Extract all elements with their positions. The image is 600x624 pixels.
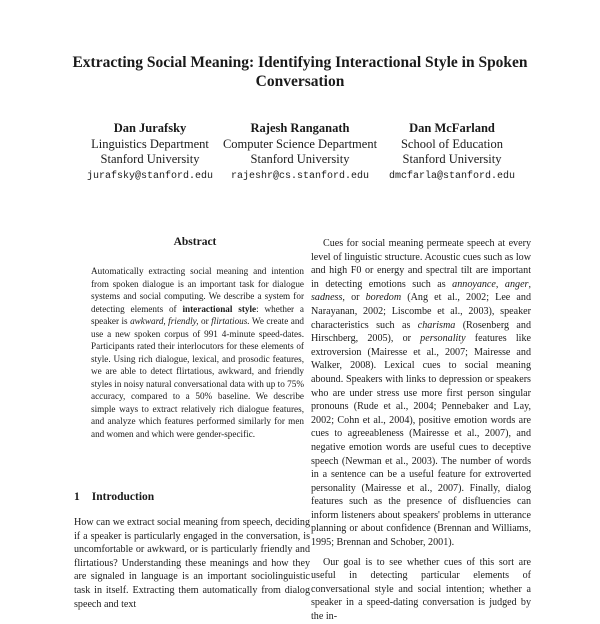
introduction-paragraph: How can we extract social meaning from speech, deciding if a speaker is particularly engaged in the conversation, is uncomfortable or awkward, or is particularly friendly and flirtatious? Understanding these meanings and how they are signaled in language is an important sociolinguistic task in itself. Extracting them automatically from dialog speech and text xyxy=(74,517,310,610)
abstract-body: Automatically extracting social meaning and intention from spoken dialogue is an important task for dialogue systems and social computing. We describe a system for detecting elements of interactional style: whether a speaker is awkward, friendly, or flirtatious. We create and use a new spoken corpus of 991 4-minute speed-dates. Participants rated their interlocutors for these elements of style. Using rich dialogue, lexical, and prosodic features, we are able to detect flirtatious, awkward, and friendly styles in noisy natural conversational data with up to 75% accuracy, compared to a 50% baseline. We describe simple ways to extract relatively rich dialogue features, and analyze which features performed similarly for men and women and which were gender-specific. xyxy=(91,266,305,439)
author-institution: Stanford University xyxy=(402,152,502,166)
abstract-heading: Abstract xyxy=(173,236,217,248)
section-heading-introduction xyxy=(74,491,166,503)
paragraph-cues: Cues for social meaning permeate speech at every level of linguistic structure. Acoustic cues such as low and high F0 or energy and spectral tilt are important in detecting emotions such as annoyance, anger, sadness, or boredom (Ang et al., 2002; Lee and Narayanan, 2002; Liscombe et al., 2003), speaker characteristics such as charisma (Rosenberg and Hirschberg, 2005), or personality features like extroversion (Mairesse et al., 2007; Mairesse and Walker, 2008). Lexical cues to social meaning abound. Speakers with links to depression or speakers who are under stress use more first person singular pronouns (Rude et al., 2004; Pennebaker and Lay, 2002; Cohn et al., 2004), positive emotion words are cues to agreeableness (Mairesse et al., 2007), and negative emotion words are useful cues to deceptive speech (Newman et al., 2003). The number of words in a sentence can be a useful feature for extroverted personality (Mairesse et al., 2007). Finally, dialog features such as the presence of disfluencies can inform listeners about speakers' problems in utterance planning or about confidence (Brennan and Williams, 1995; Brennan and Schober, 2001). xyxy=(311,238,532,549)
author-affiliation: School of Education xyxy=(400,136,504,151)
right-column-text xyxy=(311,237,531,624)
paragraph-goal: Our goal is to see whether cues of this sort are useful in detecting particular elements of conversational style and social intention; whether a speaker in a speed-dating conversation is judged by the in- xyxy=(311,556,531,623)
author-institution: Stanford University xyxy=(250,152,350,166)
author-email: jurafsky@stanford.edu xyxy=(86,170,214,182)
section-title: Introduction xyxy=(91,491,155,503)
author-name: Dan Jurafsky xyxy=(113,121,187,135)
author-email: rajeshr@cs.stanford.edu xyxy=(230,170,370,182)
section-number: 1 xyxy=(74,491,80,503)
author-affiliation: Linguistics Department xyxy=(91,136,209,151)
author-institution: Stanford University xyxy=(100,152,200,166)
author-affiliation: Computer Science Department xyxy=(222,136,378,151)
author-block-2 xyxy=(210,121,390,184)
author-block-3 xyxy=(372,121,532,184)
author-name: Rajesh Ranganath xyxy=(250,121,350,135)
author-name: Dan McFarland xyxy=(409,121,495,135)
paper-title: Extracting Social Meaning: Identifying Interactional Style in Spoken Conversation xyxy=(72,54,528,90)
author-block-1 xyxy=(70,121,230,184)
author-email: dmcfarla@stanford.edu xyxy=(388,170,516,182)
